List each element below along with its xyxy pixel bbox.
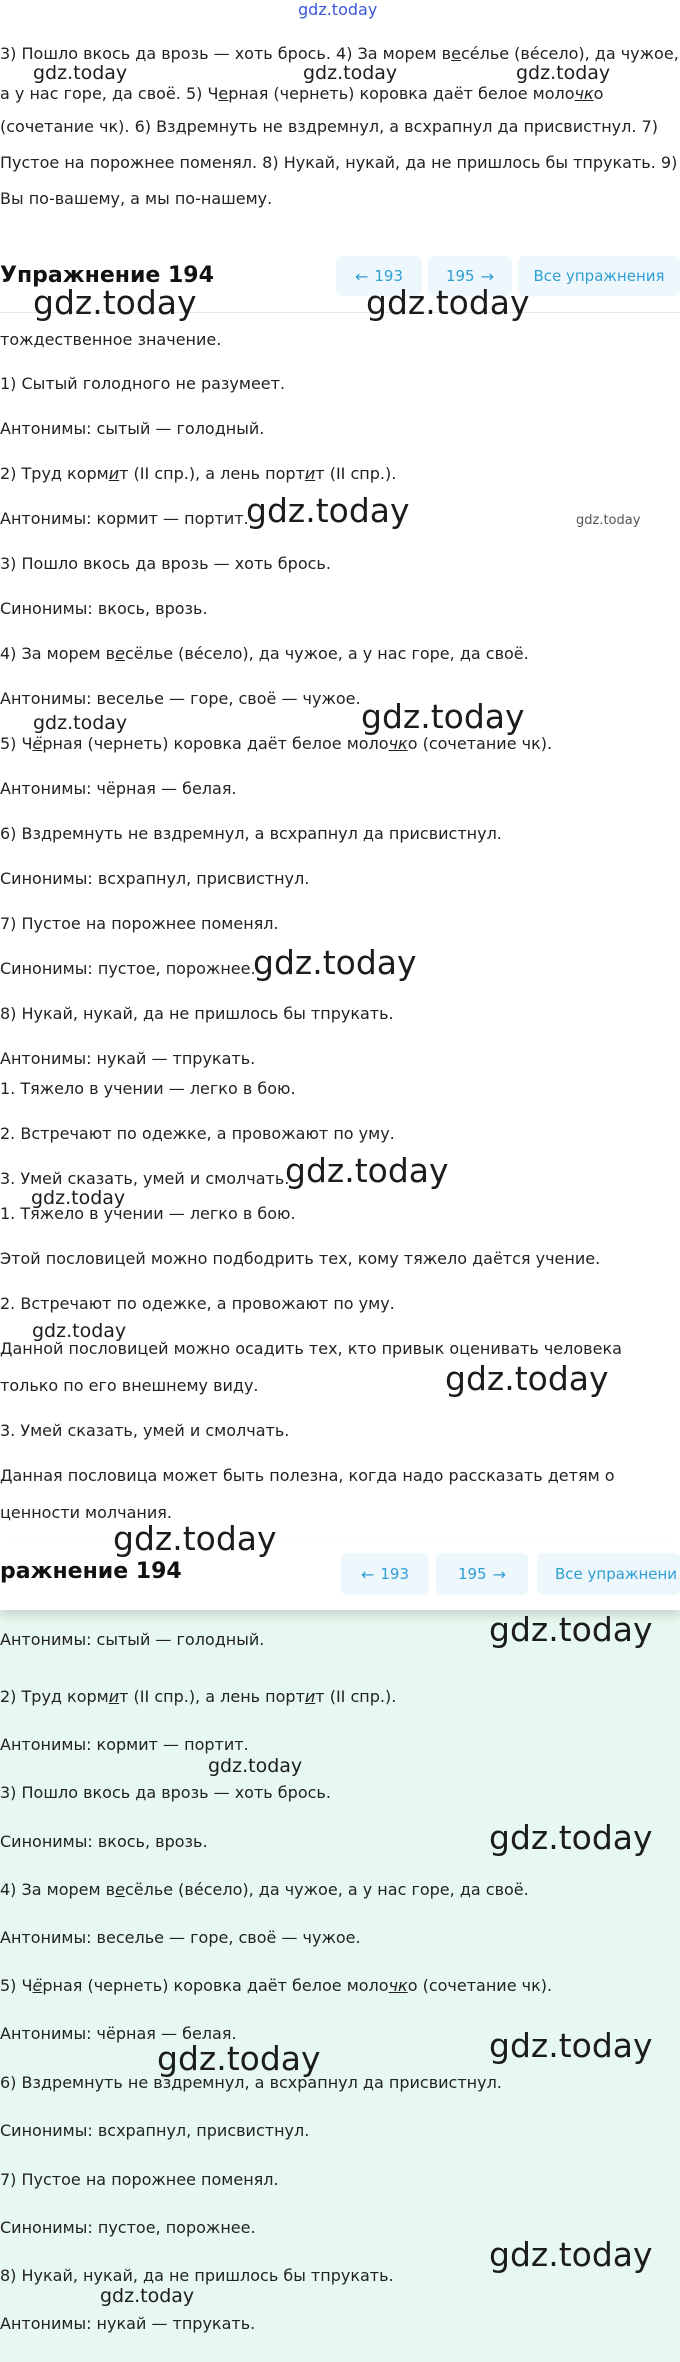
watermark: gdz.today bbox=[366, 283, 530, 322]
text-line: тождественное значение. bbox=[0, 330, 222, 349]
text-line: 3. Умей сказать, умей и смолчать. bbox=[0, 1169, 290, 1188]
text-line: Синонимы: всхрапнул, присвистнул. bbox=[0, 869, 310, 888]
text-line: 6) Вздремнуть не вздремнул, а всхрапнул да присвистнул. bbox=[0, 824, 502, 843]
text-line: 2. Встречают по одежке, а провожают по уму. bbox=[0, 1124, 395, 1143]
text-line: Антонимы: нукай — тпрукать. bbox=[0, 1049, 256, 1068]
text-line: 6) Вздремнуть не вздремнул, а всхрапнул да присвистнул. bbox=[0, 2073, 502, 2092]
watermark: gdz.today bbox=[285, 1151, 449, 1190]
text-line: Синонимы: вкось, врозь. bbox=[0, 599, 208, 618]
text-line: 4) За морем весёлье (вéсело), да чужое, а у нас горе, да своё. bbox=[0, 1880, 529, 1899]
all-exercises-button[interactable]: Все упражнения bbox=[518, 256, 680, 296]
text-line: 3) Пошло вкось да врозь — хоть брось. bbox=[0, 554, 331, 573]
watermark: gdz.today bbox=[33, 62, 128, 84]
watermark: gdz.today bbox=[208, 1755, 303, 1777]
text-line: 1. Тяжело в учении — легко в бою. bbox=[0, 1079, 296, 1098]
sticky-next-button[interactable]: 195 → bbox=[436, 1553, 528, 1595]
text-line: Данной пословицей можно осадить тех, кто привык оценивать человека bbox=[0, 1339, 622, 1358]
text-line: 7) Пустое на порожнее поменял. bbox=[0, 2170, 279, 2189]
watermark: gdz.today bbox=[113, 1519, 277, 1558]
watermark: gdz.today bbox=[303, 62, 398, 84]
top-line-1: 3) Пошло вкось да врозь — хоть брось. 4) За морем весéлье (вéсело), да чужое, bbox=[0, 44, 679, 63]
text-line: 3. Умей сказать, умей и смолчать. bbox=[0, 1421, 290, 1440]
watermark: gdz.today bbox=[489, 2235, 653, 2274]
text-line: Антонимы: чёрная — белая. bbox=[0, 779, 237, 798]
prev-exercise-button[interactable]: ← 193 bbox=[336, 256, 422, 296]
watermark: gdz.today bbox=[32, 1320, 127, 1342]
sticky-header bbox=[0, 1540, 680, 1610]
watermark: gdz.today bbox=[31, 1187, 126, 1209]
text-line: Данная пословица может быть полезна, когда надо рассказать детям о bbox=[0, 1466, 615, 1485]
sticky-exercise-title: ражнение 194 bbox=[0, 1559, 182, 1584]
text-line: только по его внешнему виду. bbox=[0, 1376, 259, 1395]
text-line: Антонимы: чёрная — белая. bbox=[0, 2024, 237, 2043]
text-line: 4) За морем весёлье (вéсело), да чужое, а у нас горе, да своё. bbox=[0, 644, 529, 663]
text-line: 3) Пошло вкось да врозь — хоть брось. bbox=[0, 1783, 331, 1802]
arrow-left-icon: ← bbox=[354, 266, 369, 286]
text-line: 5) Чёрная (чернеть) коровка даёт белое молочко (сочетание чк). bbox=[0, 734, 553, 753]
sticky-prev-button[interactable]: ← 193 bbox=[341, 1553, 429, 1595]
arrow-right-icon: → bbox=[480, 266, 495, 286]
text-line: Антонимы: сытый — голодный. bbox=[0, 1630, 265, 1649]
watermark: gdz.today bbox=[253, 943, 417, 982]
text-line: 5) Чёрная (чернеть) коровка даёт белое молочко (сочетание чк). bbox=[0, 1976, 553, 1995]
text-line: 2. Встречают по одежке, а провожают по уму. bbox=[0, 1294, 395, 1313]
watermark: gdz.today bbox=[361, 697, 525, 736]
top-line-4: Пустое на порожнее поменял. 8) Нукай, нукай, да не пришлось бы тпрукать. 9) bbox=[0, 153, 678, 172]
text-line: Синонимы: пустое, порожнее. bbox=[0, 2218, 256, 2237]
text-line: Антонимы: нукай — тпрукать. bbox=[0, 2314, 256, 2333]
text-line: Синонимы: всхрапнул, присвистнул. bbox=[0, 2121, 310, 2140]
arrow-right-icon: → bbox=[492, 1564, 507, 1584]
watermark: gdz.today bbox=[33, 283, 197, 322]
watermark: gdz.today bbox=[516, 62, 611, 84]
text-line: Антонимы: сытый — голодный. bbox=[0, 419, 265, 438]
watermark: gdz.today bbox=[100, 2285, 195, 2307]
text-line: Этой пословицей можно подбодрить тех, кому тяжело даётся учение. bbox=[0, 1249, 601, 1268]
text-line: 2) Труд кормит (II спр.), а лень портит (II спр.). bbox=[0, 1687, 397, 1706]
watermark: gdz.today bbox=[576, 513, 641, 528]
text-line: 1) Сытый голодного не разумеет. bbox=[0, 374, 286, 393]
top-line-5: Вы по-вашему, а мы по-нашему. bbox=[0, 189, 273, 208]
top-line-3: (сочетание чк). 6) Вздремнуть не вздремнул, а всхрапнул да присвистнул. 7) bbox=[0, 117, 658, 136]
text-line: Синонимы: пустое, порожнее. bbox=[0, 959, 256, 978]
arrow-left-icon: ← bbox=[360, 1564, 375, 1584]
sticky-all-exercises-button[interactable]: Все упражнени bbox=[537, 1553, 680, 1595]
text-line: Антонимы: веселье — горе, своё — чужое. bbox=[0, 689, 361, 708]
text-line: ценности молчания. bbox=[0, 1503, 172, 1522]
watermark: gdz.today bbox=[489, 2026, 653, 2065]
top-line-2: а у нас горе, да своё. 5) Черная (чернеть) коровка даёт белое молочко bbox=[0, 84, 604, 103]
text-line: 7) Пустое на порожнее поменял. bbox=[0, 914, 279, 933]
text-line: 1. Тяжело в учении — легко в бою. bbox=[0, 1204, 296, 1223]
watermark: gdz.today bbox=[489, 1818, 653, 1857]
text-line: Антонимы: веселье — горе, своё — чужое. bbox=[0, 1928, 361, 1947]
watermark: gdz.today bbox=[33, 712, 128, 734]
watermark: gdz.today bbox=[445, 1359, 609, 1398]
text-line: Антонимы: кормит — портит. bbox=[0, 509, 249, 528]
text-line: 2) Труд кормит (II спр.), а лень портит (II спр.). bbox=[0, 464, 397, 483]
text-line: 8) Нукай, нукай, да не пришлось бы тпрукать. bbox=[0, 2266, 394, 2285]
watermark: gdz.today bbox=[246, 491, 410, 530]
watermark: gdz.today bbox=[157, 2039, 321, 2078]
next-exercise-button[interactable]: 195 → bbox=[428, 256, 512, 296]
watermark: gdz.today bbox=[489, 1610, 653, 1649]
text-line: Антонимы: кормит — портит. bbox=[0, 1735, 249, 1754]
text-line: Синонимы: вкось, врозь. bbox=[0, 1832, 208, 1851]
text-line: 8) Нукай, нукай, да не пришлось бы тпрукать. bbox=[0, 1004, 394, 1023]
site-top-label[interactable]: gdz.today bbox=[298, 0, 378, 19]
exercise-title: Упражнение 194 bbox=[0, 263, 214, 288]
